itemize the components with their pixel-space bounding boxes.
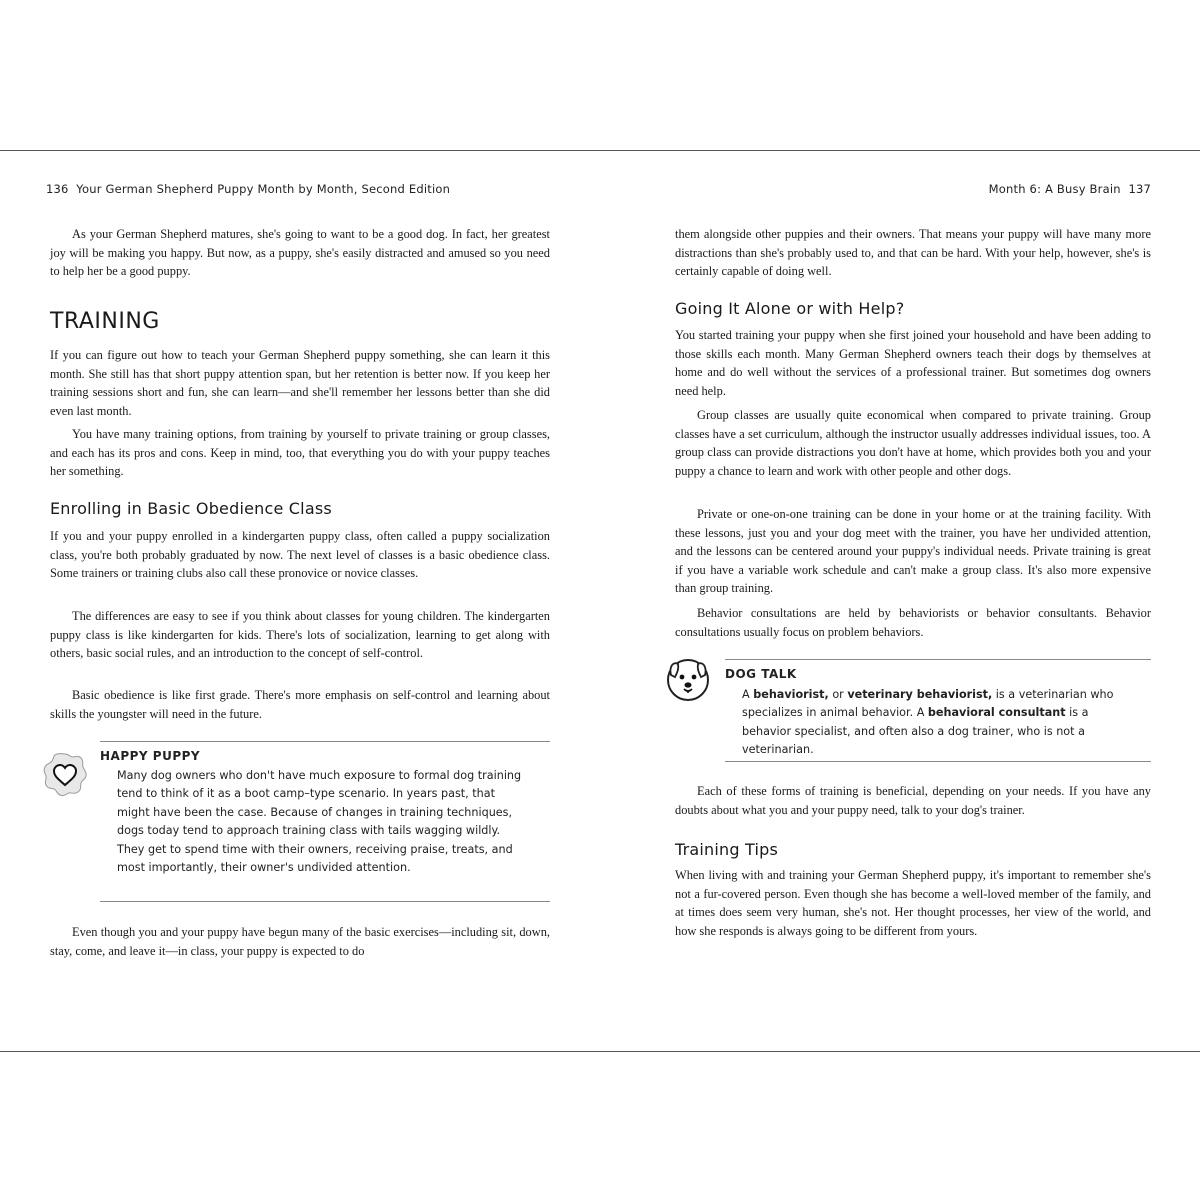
sidebar-bottom-rule [725,761,1151,762]
sidebar-text-happy-puppy: Many dog owners who don't have much exposure to formal dog training tend to think of it as a boot camp–type scenario. In years past, that might have been the case. Because of changes in training techniques, dogs today tend to approach training class with tails wagging wildly. They get to spend time with their owners, receiving praise, treats, and most importantly, their owner's undivided attention. [117,769,522,875]
closing-paragraph: Even though you and your puppy have begun many of the basic exercises—including sit, down, stay, come, and leave it—in class, your puppy is expected to do [50,925,550,958]
sidebar-top-rule [100,741,550,742]
subheading-training-tips: Training Tips [675,840,779,859]
heart-badge-icon [42,751,88,797]
help-paragraph-1: You started training your puppy when she first joined your household and have been adding to those skills each month. Many German Shepherd owners teach their dogs by themselves at home and do well without the services of a professional trainer. But sometimes dog owners need help. [675,328,1151,398]
sidebar-title-dog-talk: DOG TALK [725,667,797,681]
term-behavioral-consultant: behavioral consultant [927,706,1066,720]
sidebar-title-happy-puppy: HAPPY PUPPY [100,749,201,763]
right-page [675,151,1151,1051]
running-head-right [989,182,1151,196]
term-behaviorist: behaviorist, [753,688,829,701]
sidebar-text-dog-talk [742,686,1131,760]
running-head-left [46,182,450,196]
intro-paragraph: As your German Shepherd matures, she's going to want to be a good dog. In fact, her greatest joy will be making you happy. But now, as a puppy, she's easily distracted and amused so you need to help her be a good puppy. [50,227,550,279]
obedience-paragraph-2: The differences are easy to see if you think about classes for young children. The kindergarten puppy class is like kindergarten for kids. There's lots of socialization, learning to get along with others, basic social rules, and an introduction to the concept of self-control. [50,609,550,661]
term-veterinary-behaviorist: veterinary behaviorist, [847,688,993,701]
book-spread [0,150,1200,1052]
page-number-right: 137 [1128,182,1151,196]
help-paragraph-2: Group classes are usually quite economical when compared to private training. Group classes have a set curriculum, although the instructor usually addresses individual issues, too. A group class can provide distractions you don't have at home, which provides both you and your puppy a chance to learn and work with other people and other dogs. [675,408,1151,478]
tips-paragraph: When living with and training your German Shepherd puppy, it's important to remember she's not a fur-covered person. Even though she has become a well-loved member of the family, and at times does seem very human, she's not. Her thought processes, her view of the world, and how she responds is always going to be different from yours. [675,868,1151,938]
help-paragraph-4: Behavior consultations are held by behaviorists or behavior consultants. Behavior consultations usually focus on problem behaviors. [675,606,1151,639]
happy-puppy-sidebar [50,741,550,901]
obedience-paragraph-3: Basic obedience is like first grade. There's more emphasis on self-control and learning about skills the youngster will need in the future. [50,688,550,721]
subheading-obedience: Enrolling in Basic Obedience Class [50,499,332,518]
sidebar-prefix: A [742,688,754,701]
forms-paragraph: Each of these forms of training is beneficial, depending on your needs. If you have any doubts about what you and your puppy need, talk to your dog's trainer. [675,784,1151,817]
sidebar-mid-2: is a veterinarian who specializes in animal behavior. A [742,688,1114,720]
sidebar-suffix: is a behavior specialist, and often also a dog trainer, who is not a veterinarian. [742,706,1089,757]
training-paragraph-1: If you can figure out how to teach your German Shepherd puppy something, she can learn it this month. She still has that short puppy attention span, but her retention is better now. If you keep her training sessions short and fun, she can learn—and she'll remember her lessons better than she did even last month. [50,348,550,418]
left-page [46,151,550,1051]
sidebar-top-rule [725,659,1151,660]
dog-face-icon [665,655,711,701]
running-head-left-title: Your German Shepherd Puppy Month by Month, Second Edition [76,182,451,196]
section-heading-training: TRAINING [50,309,160,334]
continued-paragraph: them alongside other puppies and their owners. That means your puppy will have many more distractions than she's probably used to, and that can be hard. With your help, however, she's is certainly capable of doing well. [675,227,1151,279]
help-paragraph-3: Private or one-on-one training can be done in your home or at the training facility. With these lessons, just you and your dog meet with the trainer, you have her undivided attention, and the lessons can be centered around your puppy's individual needs. Private training is great if you have a variable work schedule and can't make a group class. It's also more expensive than group training. [675,507,1151,596]
page-number-left: 136 [46,182,69,196]
obedience-paragraph-1: If you and your puppy enrolled in a kindergarten puppy class, often called a puppy socialization class, you're both probably graduated by now. The next level of classes is a basic obedience class. Some trainers or training clubs also call these pronovice or novice classes. [50,529,550,581]
running-head-right-title: Month 6: A Busy Brain [988,182,1121,196]
subheading-going-alone: Going It Alone or with Help? [675,299,905,318]
dog-talk-sidebar [675,659,1151,761]
sidebar-bottom-rule [100,901,550,902]
sidebar-mid-1: or [828,688,848,701]
training-paragraph-2: You have many training options, from training by yourself to private training or group classes, and each has its pros and cons. Keep in mind, too, that everything you do with your puppy teaches her something. [50,427,550,479]
